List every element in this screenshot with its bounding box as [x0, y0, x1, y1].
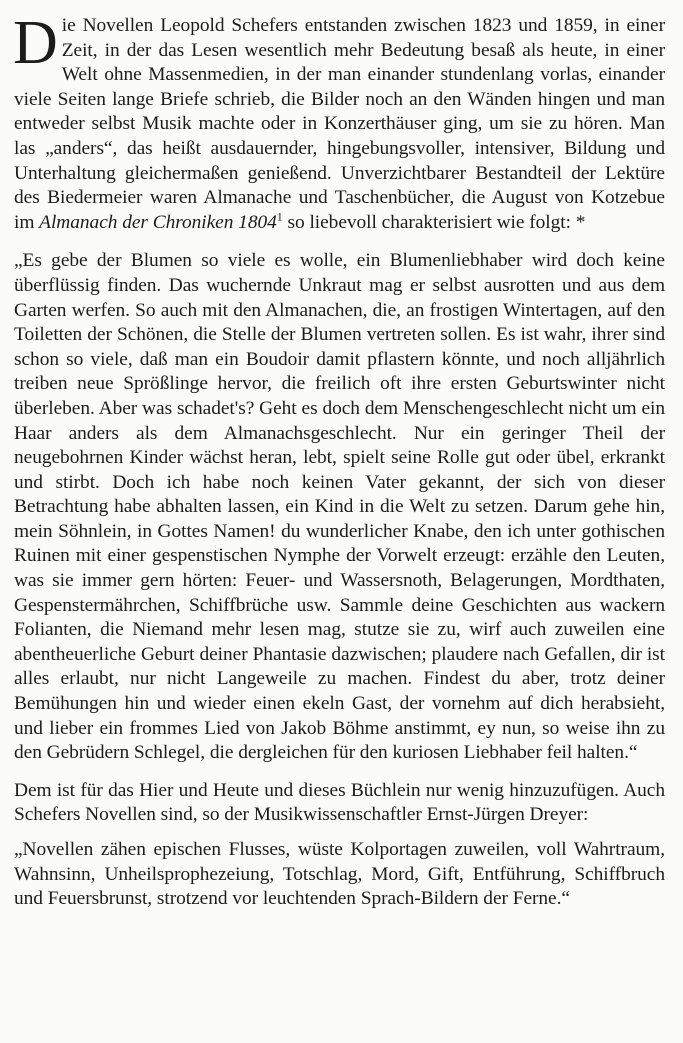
second-paragraph: Dem ist für das Hier und Heute und dieses Büchlein nur wenig hinzuzufügen. Auch Schefers Novellen sind, so der Musikwissenschaftler Ernst-Jürgen Dreyer:: [14, 779, 665, 826]
kotzebue-quote: „Es gebe der Blumen so viele es wolle, ein Blumenliebhaber wird doch keine überflüssig finden. Das wuchernde Unkraut mag er selbst ausrotten und aus dem Garten werfen. So auch mit den Almanachen, die, an frostigen Wintertagen, auf den Toiletten der Schönen, die Stelle der Blumen vertreten sollen. Es ist wahr, ihrer sind schon so viele, daß man ein Boudoir damit pflastern könnte, und noch alljährlich treiben neue Sprößlinge hervor, die freilich oft ihre ersten Geburtswinter nicht überleben. Aber was schadet's? Geht es doch dem Menschengeschlecht nicht um ein Haar anders als dem Almanachsgeschlecht. Nur ein geringer Theil der neugebohrnen Kinder wächst heran, lebt, spielt seine Rolle gut oder übel, erkrankt und stirbt. Doch ich habe noch keinen Vater gekannt, der sich von dieser Betrachtung habe abhalten lassen, ein Kind in die Welt zu setzen. Darum gehe hin, mein Söhnlein, in Gottes Namen! du wunderlicher Knabe, den ich unter gothischen Ruinen mit einer gespenstischen Nymphe der Vorwelt erzeugt: erzähle den Leuten, was sie immer gern hörten: Feuer- und Wassersnoth, Belagerungen, Mordthaten, Gespenstermährchen, Schiffbrüche usw. Sammle deine Geschichten aus wackern Folianten, die Niemand mehr lesen mag, stutze sie zu, wirf auch zuweilen eine abentheuerliche Geburt deiner Phantasie dazwischen; plaudere nach Gefallen, dir ist alles erlaubt, nur nicht Langeweile zu machen. Findest du aber, trotz deiner Bemühungen hin und wieder einen ekeln Gast, der vornehm auf dich herabsieht, und lieber ein frommes Lied von Jakob Böhme anstimmt, ey nun, so weise ihn zu den Gebrüdern Schlegel, die dergleichen für den kuriosen Liebhaber feil halten.“: [14, 250, 665, 764]
intro-text-start: ie Novellen Leopold Schefers entstanden zwischen 1823 und 1859, in einer Zeit, in der das Lesen wesentlich mehr Bedeutung besaß als heute, in einer Welt ohne Massenmedien, in der man einander stundenlang vorlas, einander viele Seiten lange Briefe schrieb, die Bilder noch an den Wänden hingen und man entweder selbst Musik machte oder in Konzerthäuser ging, um sie zu hören. Man las „anders“, das heißt ausdauernder, hingebungsvoller, intensiver, Bildung und Unterhaltung gleichermaßen genießend. Unverzichtbarer Bestandteil der Lektüre des Biedermeier waren Almanache und Taschenbücher, die August von Kotzebue im: [14, 15, 665, 233]
footnote-marker: 1: [276, 209, 283, 224]
drop-cap: D: [13, 9, 58, 77]
almanac-title: Almanach der Chroniken 1804: [39, 211, 277, 233]
intro-text-end: so liebevoll charakterisiert wie folgt: *: [282, 211, 586, 233]
dreyer-quote: „Novellen zähen epischen Flusses, wüste Kolportagen zuweilen, voll Wahrtraum, Wahnsinn, Unheilsprophezeiung, Totschlag, Mord, Gift, Entführung, Schiffbruch und Feuersbrunst, strotzend vor leuchtenden Sprach-Bildern der Ferne.“: [14, 839, 665, 910]
intro-paragraph: [13, 9, 665, 235]
